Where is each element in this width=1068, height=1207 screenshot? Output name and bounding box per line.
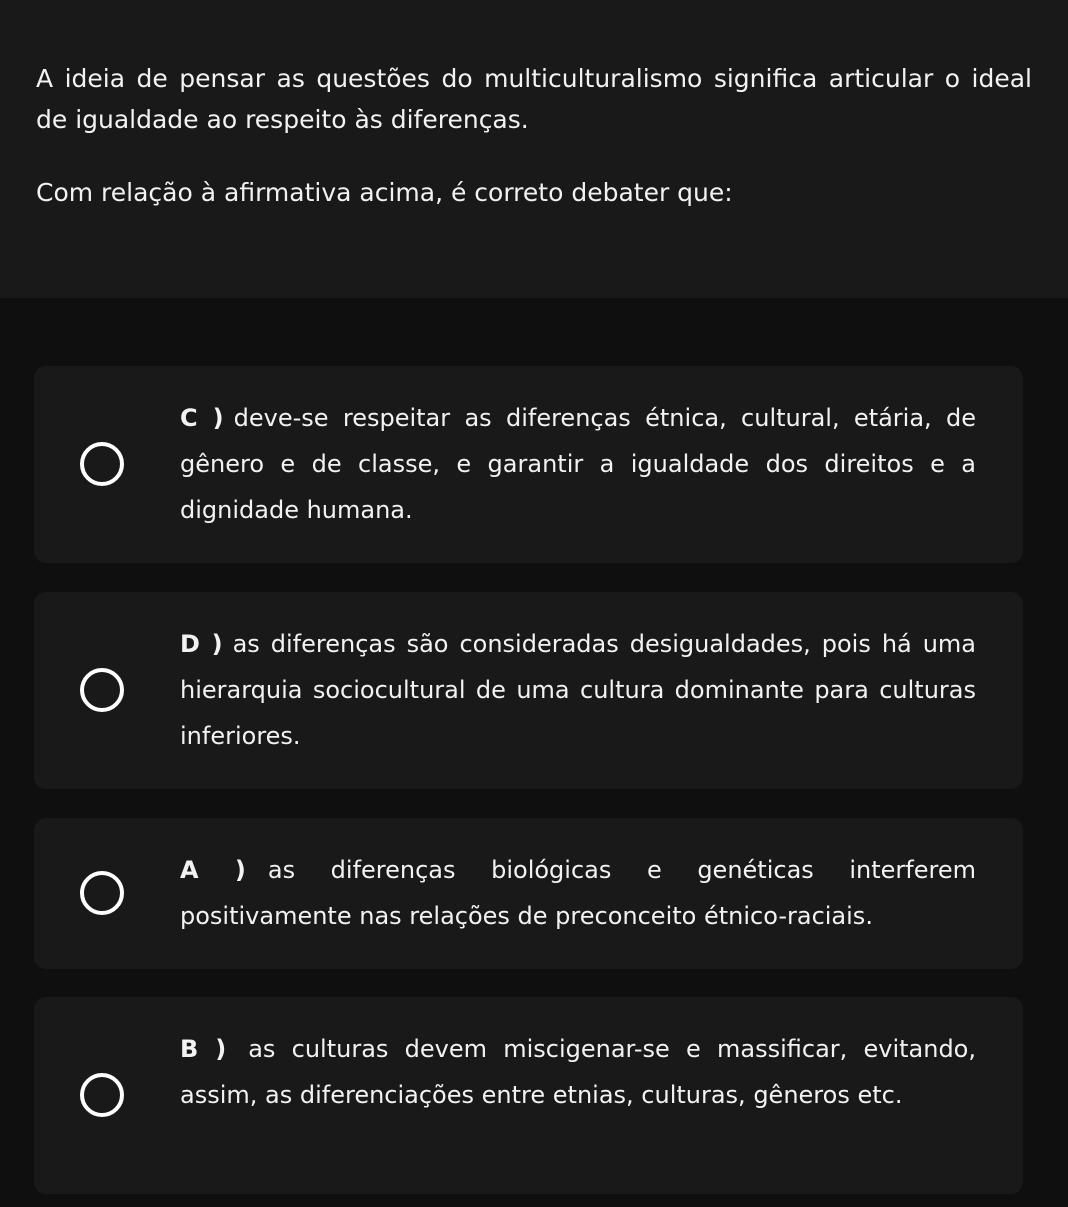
option-text: as culturas devem miscigenar-se e massiﬁcar, evitando, assim, as diferenciações entre etnias, culturas, gêneros etc. [180, 1035, 976, 1109]
radio-button-d[interactable] [80, 668, 124, 712]
option-letter: A ) [180, 856, 246, 884]
option-a-content [180, 847, 976, 939]
answer-option-b[interactable] [34, 997, 1023, 1194]
option-letter: D ) [180, 630, 223, 658]
option-letter: C ) [180, 404, 224, 432]
option-text: deve-se respeitar as diferenças étnica, cultural, etária, de gênero e de classe, e garantir a igualdade dos direitos e a dignidade humana. [180, 404, 976, 524]
radio-button-b[interactable] [80, 1073, 124, 1117]
answer-option-a[interactable] [34, 818, 1023, 969]
option-letter: B ) [180, 1035, 227, 1063]
option-b-content [180, 1026, 976, 1118]
question-panel [0, 0, 1068, 298]
option-text: as diferenças são consideradas desigualdades, pois há uma hierarquia sociocultural de uma cultura dominante para culturas inferiores. [180, 630, 976, 750]
question-stem: A ideia de pensar as questões do multiculturalismo signiﬁca articular o ideal de igualdade ao respeito às diferenças. [36, 64, 1032, 134]
radio-button-a[interactable] [80, 871, 124, 915]
option-d-content [180, 621, 976, 759]
answer-option-d[interactable] [34, 592, 1023, 789]
radio-button-c[interactable] [80, 442, 124, 486]
answer-option-c[interactable] [34, 366, 1023, 563]
question-prompt: Com relação à aﬁrmativa acima, é correto debater que: [36, 178, 733, 207]
option-c-content [180, 395, 976, 533]
option-text: as diferenças biológicas e genéticas interferem positivamente nas relações de preconceito étnico-raciais. [180, 856, 976, 930]
